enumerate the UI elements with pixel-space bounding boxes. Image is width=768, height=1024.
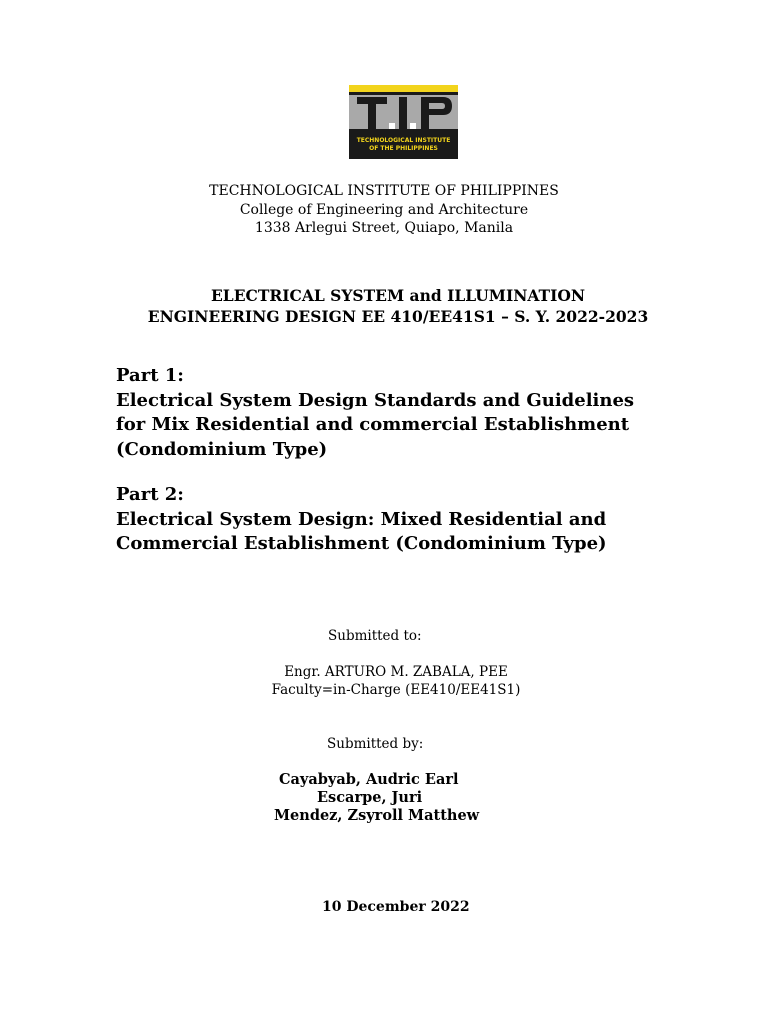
course-title xyxy=(0,286,768,327)
member-name: Escarpe, Juri xyxy=(317,789,423,806)
part2-line: Commercial Establishment (Condominium Type) xyxy=(116,533,607,554)
faculty-name: Engr. ARTURO M. ZABALA, PEE xyxy=(284,664,508,680)
part2-heading: Part 2: xyxy=(116,484,184,505)
faculty-role: Faculty=in-Charge (EE410/EE41S1) xyxy=(271,682,521,698)
part1-line: (Condominium Type) xyxy=(116,438,328,460)
member-name: Cayabyab, Audric Earl xyxy=(279,771,459,788)
submission-date: 10 December 2022 xyxy=(322,899,470,915)
faculty-block xyxy=(0,663,768,699)
member-name: Mendez, Zsyroll Matthew xyxy=(274,807,480,824)
institution-name: TECHNOLOGICAL INSTITUTE OF PHILIPPINES xyxy=(209,183,559,199)
part2-section xyxy=(116,483,736,557)
part2-line: Electrical System Design: Mixed Residential and xyxy=(116,508,607,530)
part1-line: Electrical System Design Standards and Guidelines xyxy=(116,389,635,411)
part1-heading: Part 1: xyxy=(116,365,184,386)
part1-section xyxy=(116,364,736,462)
course-title-line1: ELECTRICAL SYSTEM and ILLUMINATION xyxy=(210,286,585,305)
part1-line: for Mix Residential and commercial Establishment xyxy=(116,414,630,435)
institution-address: 1338 Arlegui Street, Quiapo, Manila xyxy=(254,220,514,236)
tip-logo xyxy=(349,85,458,159)
logo-caption-line2: OF THE PHILIPPINES xyxy=(369,145,438,152)
college-name: College of Engineering and Architecture xyxy=(239,201,529,218)
logo-caption-line1: TECHNOLOGICAL INSTITUTE xyxy=(356,137,451,144)
course-title-line2: ENGINEERING DESIGN EE 410/EE41S1 – S. Y. 2022-2023 xyxy=(147,306,649,326)
submitted-to-label: Submitted to: xyxy=(328,628,422,644)
institution-header xyxy=(0,182,768,238)
submitted-by-label: Submitted by: xyxy=(327,736,424,752)
logo-yellow-band xyxy=(349,85,458,92)
